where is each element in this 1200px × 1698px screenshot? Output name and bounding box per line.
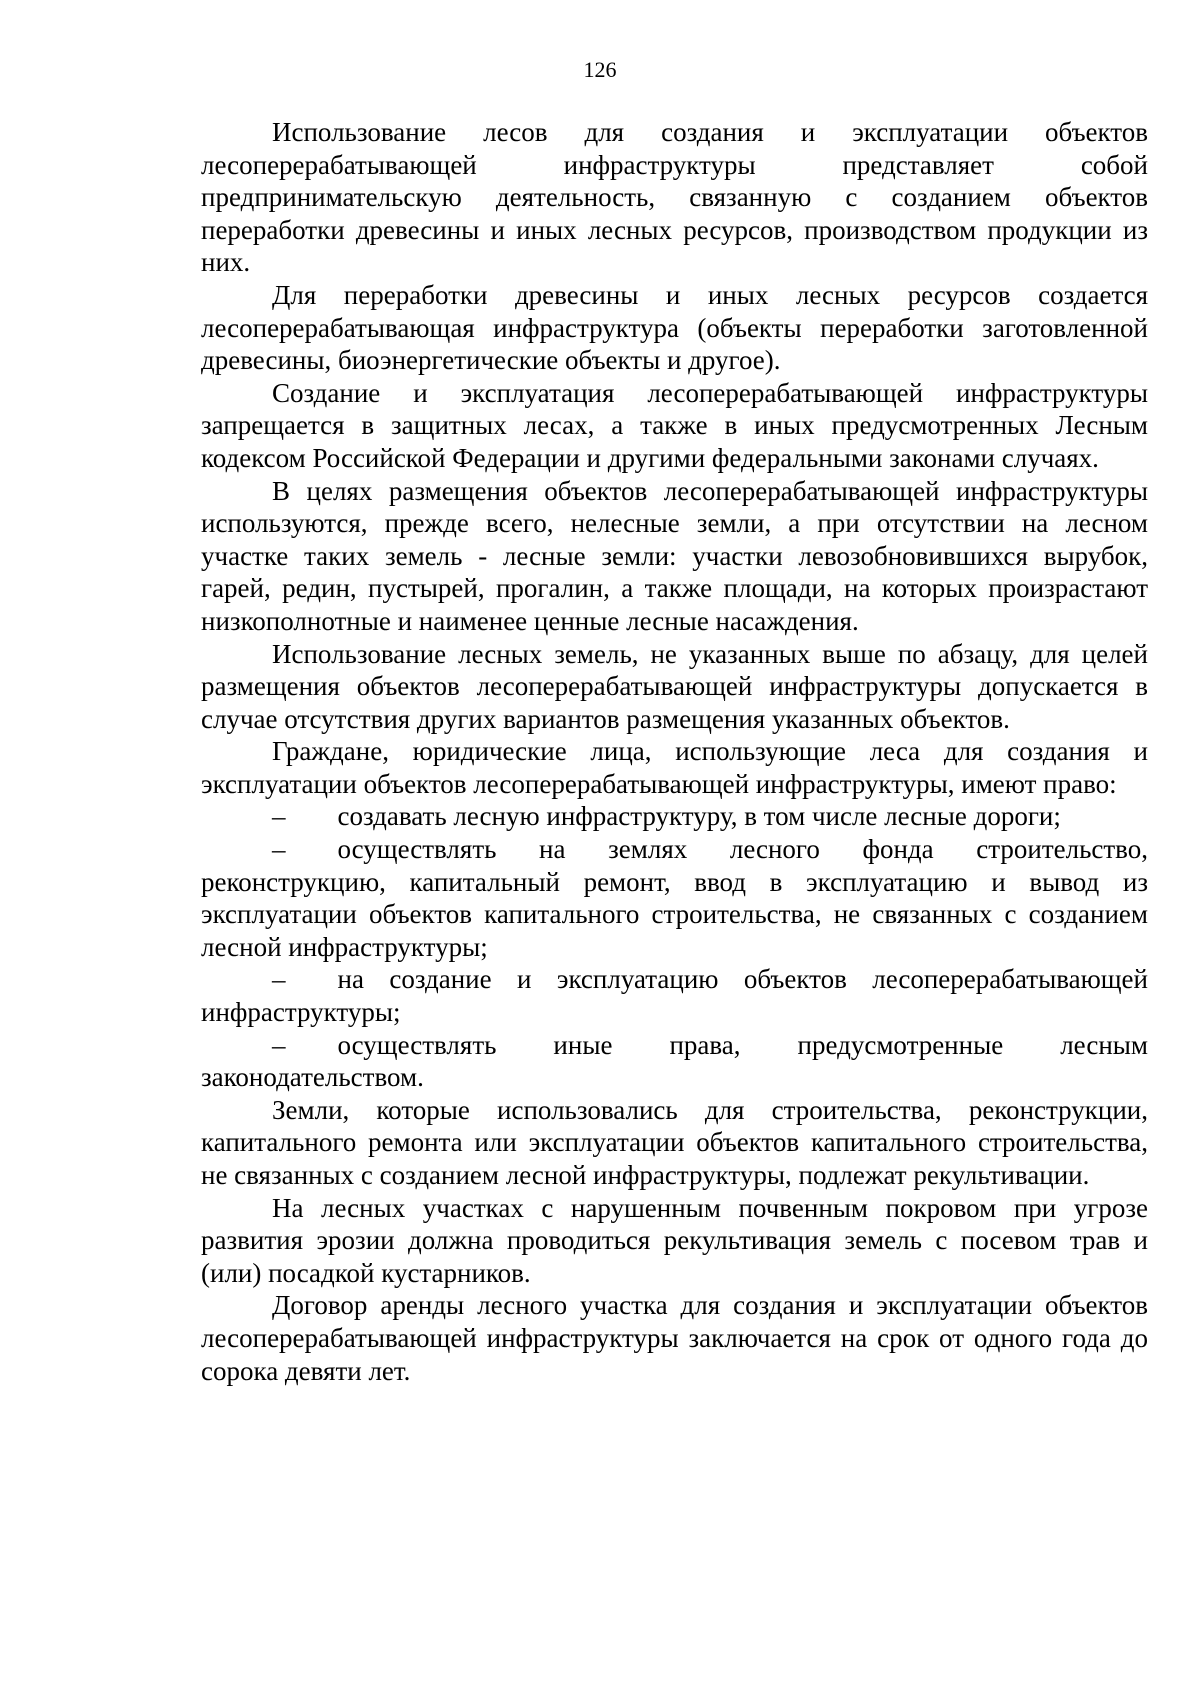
list-item-text: создавать лесную инфраструктуру, в том числе лесные дороги; — [337, 801, 1061, 832]
paragraph: Использование лесных земель, не указанных выше по абзацу, для целей размещения объектов лесоперерабатывающей инфраструктуры допускается в случае отсутствия других вариантов размещения указанных объектов. — [201, 638, 1148, 734]
document-body — [201, 116, 1148, 1387]
dash-marker: – — [272, 834, 286, 865]
paragraph: Создание и эксплуатация лесоперерабатывающей инфраструктуры запрещается в защитных лесах, а также в иных предусмотренных Лесным кодексом Российской Федерации и другими федеральными законами случаях. — [201, 377, 1148, 473]
page-number: 126 — [583, 57, 617, 82]
dash-marker: – — [272, 1029, 286, 1060]
paragraph: Использование лесов для создания и эксплуатации объектов лесоперерабатывающей инфраструктуры представляет собой предпринимательскую деятельность, связанную с созданием объектов переработки древесины и иных лесных ресурсов, производством продукции из них. — [201, 117, 1148, 278]
list-item — [201, 963, 1148, 1028]
dash-marker: – — [272, 801, 286, 832]
list-item-text: осуществлять иные права, предусмотренные лесным законодательством. — [201, 1029, 1148, 1093]
list-item — [201, 800, 1148, 833]
list-item-text: на создание и эксплуатацию объектов лесоперерабатывающей инфраструктуры; — [201, 964, 1148, 1028]
paragraph: Земли, которые использовались для строительства, реконструкции, капитального ремонта или эксплуатации объектов капитального строительства, не связанных с созданием лесной инфраструктуры, подлежат рекультивации. — [201, 1094, 1148, 1190]
paragraph: Граждане, юридические лица, использующие леса для создания и эксплуатации объектов лесоперерабатывающей инфраструктуры, имеют право: — [201, 736, 1148, 799]
paragraph: На лесных участках с нарушенным почвенным покровом при угрозе развития эрозии должна проводиться рекультивация земель с посевом трав и (или) посадкой кустарников. — [201, 1192, 1148, 1288]
paragraph: В целях размещения объектов лесоперерабатывающей инфраструктуры используются, прежде всего, нелесные земли, а при отсутствии на лесном участке таких земель - лесные земли: участки левозобновившихся вырубок, гарей, редин, пустырей, прогалин, а также площади, на которых произрастают низкополнотные и наименее ценные лесные насаждения. — [201, 475, 1148, 636]
dash-marker: – — [272, 964, 286, 995]
paragraph: Для переработки древесины и иных лесных ресурсов создается лесоперерабатывающая инфраструктура (объекты переработки заготовленной древесины, биоэнергетические объекты и другое). — [201, 279, 1148, 376]
paragraph: Договор аренды лесного участка для создания и эксплуатации объектов лесоперерабатывающей инфраструктуры заключается на срок от одного года до сорока девяти лет. — [201, 1290, 1148, 1386]
list-item — [201, 1029, 1148, 1094]
list-item-text: осуществлять на землях лесного фонда строительство, реконструкцию, капитальный ремонт, ввод в эксплуатацию и вывод из эксплуатации объектов капитального строительства, не связанных с созданием лесной инфраструктуры; — [201, 834, 1148, 962]
list-item — [201, 833, 1148, 963]
